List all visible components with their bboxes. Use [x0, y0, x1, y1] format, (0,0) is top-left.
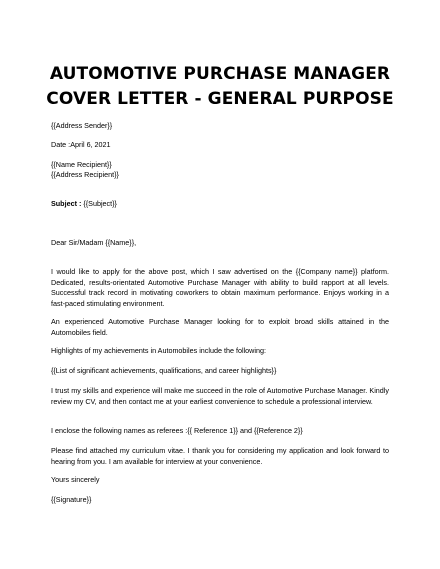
date-line: [51, 140, 391, 150]
document-title-line-2: COVER LETTER - GENERAL PURPOSE: [46, 89, 394, 109]
body-paragraph-attachment: Please find attached my curriculum vitae. I thank you for considering my application and look forward to hearing from you. I am available for interview at your convenience.: [51, 446, 389, 466]
date-label: Date :: [51, 140, 71, 149]
subject-label: Subject :: [51, 199, 82, 208]
referees-line: I enclose the following names as referees :{{ Reference 1}} and {{Reference 2}}: [51, 426, 303, 435]
body-paragraph-closing: I trust my skills and experience will make me succeed in the role of Automotive Purchase Manager. Kindly review my CV, and then contact me at your earliest convenience to schedule a professional interview.: [51, 386, 389, 406]
subject-line: [51, 199, 391, 209]
recipient-address: {{Address Recipient}}: [51, 170, 119, 179]
document-title-line-1: AUTOMOTIVE PURCHASE MANAGER: [49, 64, 391, 84]
body-paragraph-highlights: Highlights of my achievements in Automobiles include the following:: [51, 346, 266, 355]
body-paragraph-experience: An experienced Automotive Purchase Manager looking for to exploit broad skills attained in the Automobiles field.: [51, 317, 389, 337]
achievements-placeholder: {{List of significant achievements, qualifications, and career highlights}}: [51, 366, 277, 375]
sender-address: {{Address Sender}}: [51, 121, 113, 130]
valediction: Yours sincerely: [51, 475, 100, 484]
subject-value: {{Subject}}: [81, 199, 117, 208]
body-paragraph-intro: I would like to apply for the above post, which I saw advertised on the {{Company name}} platform. Dedicated, results-orientated Automotive Purchase Manager with ability to build rapport at all levels. Successful track record in motivating coworkers to obtain maximum performance. Enjoys working in a fast-paced stimulating environment.: [51, 267, 389, 308]
salutation: Dear Sir/Madam {{Name}},: [51, 238, 137, 247]
date-value: April 6, 2021: [70, 140, 111, 149]
recipient-name: {{Name Recipient}}: [51, 160, 112, 169]
signature-placeholder: {{Signature}}: [51, 495, 92, 504]
